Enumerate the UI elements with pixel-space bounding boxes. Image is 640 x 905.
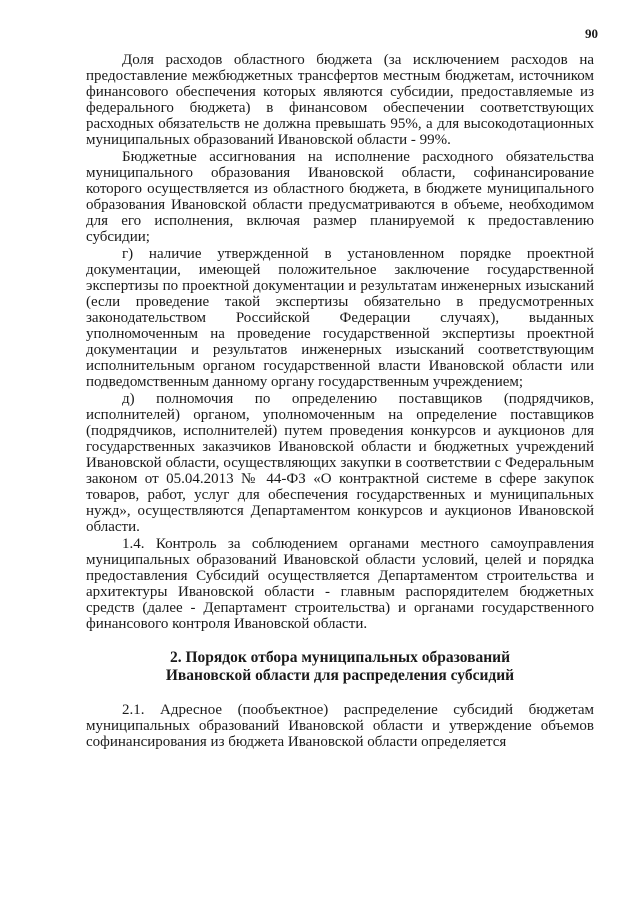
paragraph-2-1: 2.1. Адресное (пообъектное) распределение субсидий бюджетам муниципальных образований Ивановской области и утверждение объемов софинансирования из бюджета Ивановской области определяется — [86, 702, 594, 750]
section-heading-line-2: Ивановской области для распределения субсидий — [165, 667, 515, 684]
paragraph-item-d: д) полномочия по определению поставщиков (подрядчиков, исполнителей) органом, уполномоченным на определение поставщиков (подрядчиков, исполнителей) путем проведения конкурсов и аукционов для государственных заказчиков Ивановской области и бюджетных учреждений Ивановской области, осуществляющих закупки в соответствии с Федеральным законом от 05.04.2013 № 44-ФЗ «О контрактной системе в сфере закупок товаров, работ, услуг для обеспечения государственных и муниципальных нужд», осуществляются Департаментом конкурсов и аукционов Ивановской области. — [86, 391, 594, 535]
section-heading-line-1: 2. Порядок отбора муниципальных образований — [169, 649, 511, 666]
paragraph-budget-share: Доля расходов областного бюджета (за исключением расходов на предоставление межбюджетных трансфертов местным бюджетам, источником финансового обеспечения которых являются субсидии, предоставляемые из федерального бюджета) в финансовом обеспечении соответствующих расходных обязательств не должна превышать 95%, а для высокодотационных муниципальных образований Ивановской области - 99%. — [86, 52, 594, 148]
paragraph-budget-allocations: Бюджетные ассигнования на исполнение расходного обязательства муниципального образования Ивановской области, софинансирование которого осуществляется из областного бюджета, в бюджете муниципального образования Ивановской области предусматриваются в объеме, необходимом для его исполнения, включая размер планируемой к предоставлению субсидии; — [86, 149, 594, 245]
paragraph-item-g: г) наличие утвержденной в установленном порядке проектной документации, имеющей положительное заключение государственной экспертизы по проектной документации и результатам инженерных изысканий (если проведение такой экспертизы обязательно в предусмотренных законодательством Российской Федерации случаях), выданных уполномоченным на проведение государственной экспертизы проектной документации и результатов инженерных изысканий соответствующим исполнительным органом государственной власти Ивановской области или подведомственным данному органу государственным учреждением; — [86, 246, 594, 390]
document-body — [86, 52, 594, 751]
section-heading — [86, 649, 594, 685]
page-number: 90 — [585, 26, 598, 41]
paragraph-1-4-control: 1.4. Контроль за соблюдением органами местного самоуправления муниципальных образований Ивановской области условий, целей и порядка предоставления Субсидий осуществляется Департаментом строительства и архитектуры Ивановской области - главным распорядителем бюджетных средств (далее - Департамент строительства) и органами государственного финансового контроля Ивановской области. — [86, 536, 594, 632]
